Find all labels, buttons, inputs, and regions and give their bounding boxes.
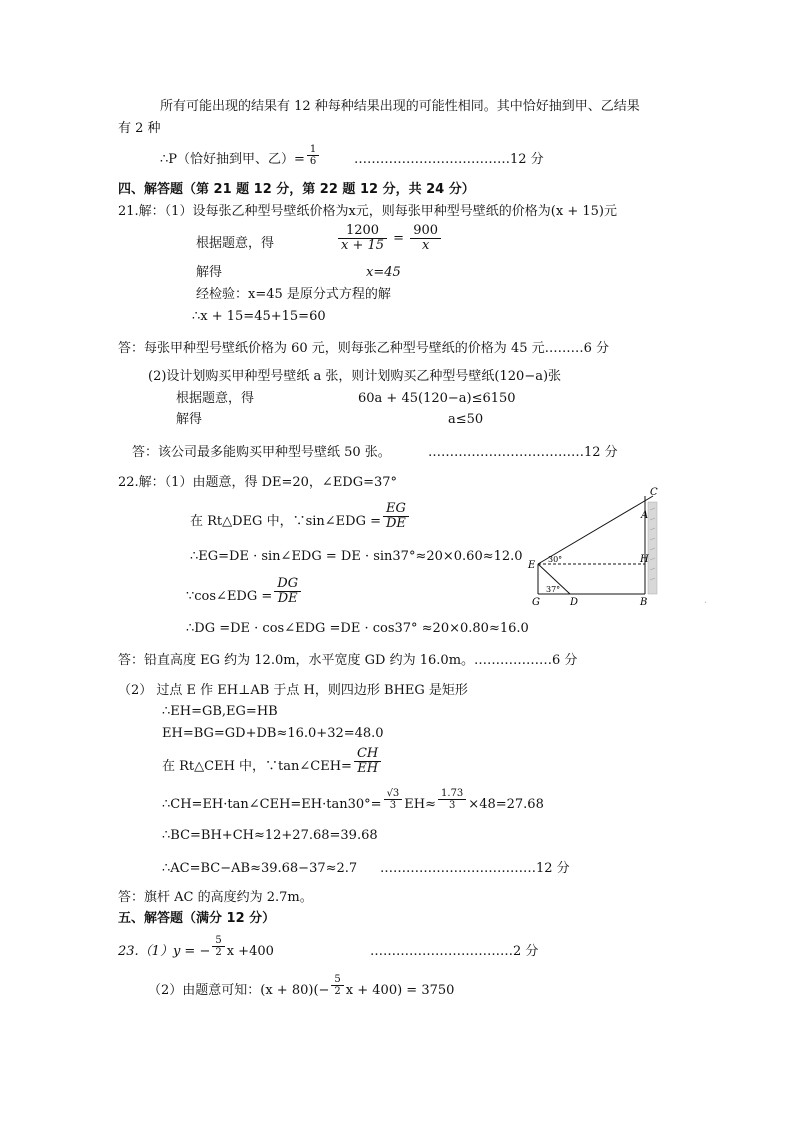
q21-eq-frac2 xyxy=(410,224,441,253)
label-h: H xyxy=(640,554,649,565)
q22-ch-den2: 3 xyxy=(448,800,456,811)
q21-setup-label: 根据题意，得 xyxy=(196,236,275,251)
q22-ch-num2: 1.73 xyxy=(438,788,466,800)
q22-part2-line2: ∴EH=GB,EG=HB xyxy=(162,704,278,719)
flagpole-building-edge xyxy=(648,502,657,594)
q20-line1: 所有可能出现的结果有 12 种每种结果出现的可能性相同。其中恰好抽到甲、乙结果 xyxy=(160,99,640,114)
q22-sin-prefix: 在 Rt△DEG 中，∵sin∠EDG = xyxy=(190,514,381,529)
q23-line1-score: ……………………………2 分 xyxy=(370,944,539,959)
q23-l1-suffix: x +400 xyxy=(226,944,274,959)
label-angle-30: 30° xyxy=(548,555,563,564)
q22-ch-suffix: ×48=27.68 xyxy=(468,797,544,812)
q22-ch-num1: √3 xyxy=(384,788,403,800)
q22-answer1: 答：铅直高度 EG 约为 12.0m，水平宽度 GD 约为 16.0m。………………6 分 xyxy=(118,653,578,668)
q21-line1: 21.解：（1）设每张乙种型号壁纸价格为x元，则每张甲种型号壁纸的价格为(x + 15)元 xyxy=(118,204,617,219)
q21-solve-label: 解得 xyxy=(196,265,223,280)
q21-eq-sign: = xyxy=(393,231,405,246)
q21-part2-line1: (2)设计划购买甲种型号壁纸 a 张，则计划购买乙种型号壁纸(120−a)张 xyxy=(148,369,562,384)
label-c: C xyxy=(650,487,658,498)
q22-ac-calc: ∴AC=BC−AB≈39.68−37≈2.7 xyxy=(162,861,358,876)
q22-ch-calc xyxy=(162,788,544,813)
section-5-heading: 五、解答题（满分 12 分） xyxy=(118,911,276,926)
line-ce xyxy=(538,496,653,564)
q21-answer1: 答：每张甲种型号壁纸价格为 60 元，则每张乙种型号壁纸的价格为 45 元………6 分 xyxy=(118,341,610,356)
q20-prob-den: 6 xyxy=(309,156,317,167)
q23-line1 xyxy=(118,935,274,960)
q22-tan-prefix: 在 Rt△CEH 中，∵tan∠CEH= xyxy=(162,759,352,774)
q23-l1-prefix: 23.（1）y = − xyxy=(118,944,211,959)
q20-prob-prefix: ∴P（恰好抽到甲、乙）= xyxy=(160,152,305,167)
label-e: E xyxy=(528,560,536,571)
q21-result: ∴x + 15=45+15=60 xyxy=(192,309,326,324)
q22-cos-num: DG xyxy=(274,577,301,592)
q23-l1-frac xyxy=(212,935,224,958)
q21-part2-label: 根据题意，得 xyxy=(176,391,255,406)
q23-l2-den: 2 xyxy=(334,986,341,997)
q22-tan-def xyxy=(162,746,383,776)
q20-score: ………………………………12 分 xyxy=(354,152,544,167)
q23-l2-num: 5 xyxy=(331,974,343,986)
q22-tan-den: EH xyxy=(357,761,379,776)
q22-ch-mid: EH≈ xyxy=(404,797,437,812)
q22-bc-calc: ∴BC=BH+CH≈12+27.68=39.68 xyxy=(162,828,378,843)
q22-part2-line3: EH=BG=GD+DB≈16.0+32=48.0 xyxy=(162,726,384,741)
q22-sin-frac xyxy=(383,502,409,531)
q22-line1: 22.解：（1）由题意，得 DE=20，∠EDG=37° xyxy=(118,475,398,490)
q22-sin-den: DE xyxy=(386,516,406,531)
q22-eg-calc: ∴EG=DE · sin∠EDG = DE · sin37°≈20×0.60≈12.0 xyxy=(190,549,523,564)
q23-l1-den: 2 xyxy=(215,947,222,958)
label-a: A xyxy=(641,510,649,521)
q23-l2-suffix: x + 400) = 3750 xyxy=(345,983,455,998)
q22-ch-den1: 3 xyxy=(389,800,397,811)
section-4-heading: 四、解答题（第 21 题 12 分，第 22 题 12 分，共 24 分） xyxy=(118,182,475,197)
q21-part2-solve-value: a≤50 xyxy=(448,412,484,427)
q22-tan-frac xyxy=(354,747,381,776)
q22-cos-prefix: ∵cos∠EDG = xyxy=(186,589,273,604)
q22-ch-frac2 xyxy=(438,788,466,811)
q21-answer2: 答：该公司最多能购买甲种型号壁纸 50 张。 xyxy=(132,445,391,460)
q22-sin-def xyxy=(190,501,411,531)
q21-eq-den2: x xyxy=(421,238,430,253)
q21-part2-inequality: 60a + 45(120−a)≤6150 xyxy=(358,391,516,406)
q20-prob-fraction xyxy=(307,144,319,167)
q20-line2: 有 2 种 xyxy=(118,121,161,136)
q23-l2-frac xyxy=(331,974,343,997)
q22-cos-frac xyxy=(274,577,301,606)
q22-part2-score: ………………………………12 分 xyxy=(380,861,570,876)
stray-mark: · xyxy=(704,598,708,609)
label-angle-37: 37° xyxy=(546,585,561,594)
q21-eq-frac1 xyxy=(338,224,387,253)
q22-ch-frac1 xyxy=(384,788,403,811)
q22-cos-den: DE xyxy=(277,591,298,606)
q22-sin-num: EG xyxy=(383,502,409,517)
q21-answer2-score: ………………………………12 分 xyxy=(428,445,618,460)
q22-cos-def xyxy=(186,576,303,606)
q21-solve-value: x=45 xyxy=(366,265,401,280)
q23-l1-num: 5 xyxy=(212,935,224,947)
q21-eq-den1: x + 15 xyxy=(341,238,385,253)
q21-eq-num1: 1200 xyxy=(338,224,387,239)
q20-probability xyxy=(160,144,321,168)
q23-line2 xyxy=(148,974,455,999)
q22-part2-line1: （2） 过点 E 作 EH⊥AB 于点 H，则四边形 BHEG 是矩形 xyxy=(118,683,468,698)
q21-part2-solve-label: 解得 xyxy=(176,412,203,427)
label-b: B xyxy=(640,597,648,608)
q22-answer2: 答：旗杆 AC 的高度约为 2.7m。 xyxy=(118,890,313,905)
q20-prob-num: 1 xyxy=(307,144,319,156)
q22-geometry-figure xyxy=(526,484,676,608)
q22-tan-num: CH xyxy=(354,747,381,762)
label-g: G xyxy=(532,597,540,608)
q21-eq-num2: 900 xyxy=(410,224,441,239)
q21-equation xyxy=(336,224,443,253)
label-d: D xyxy=(570,597,579,608)
q23-l2-prefix: （2）由题意可知：(x + 80)(− xyxy=(148,983,330,998)
q22-dg-calc: ∴DG =DE · cos∠EDG =DE · cos37° ≈20×0.80≈16.0 xyxy=(186,621,529,636)
q22-ch-prefix: ∴CH=EH·tan∠CEH=EH·tan30°= xyxy=(162,797,382,812)
q21-check: 经检验：x=45 是原分式方程的解 xyxy=(196,287,391,302)
